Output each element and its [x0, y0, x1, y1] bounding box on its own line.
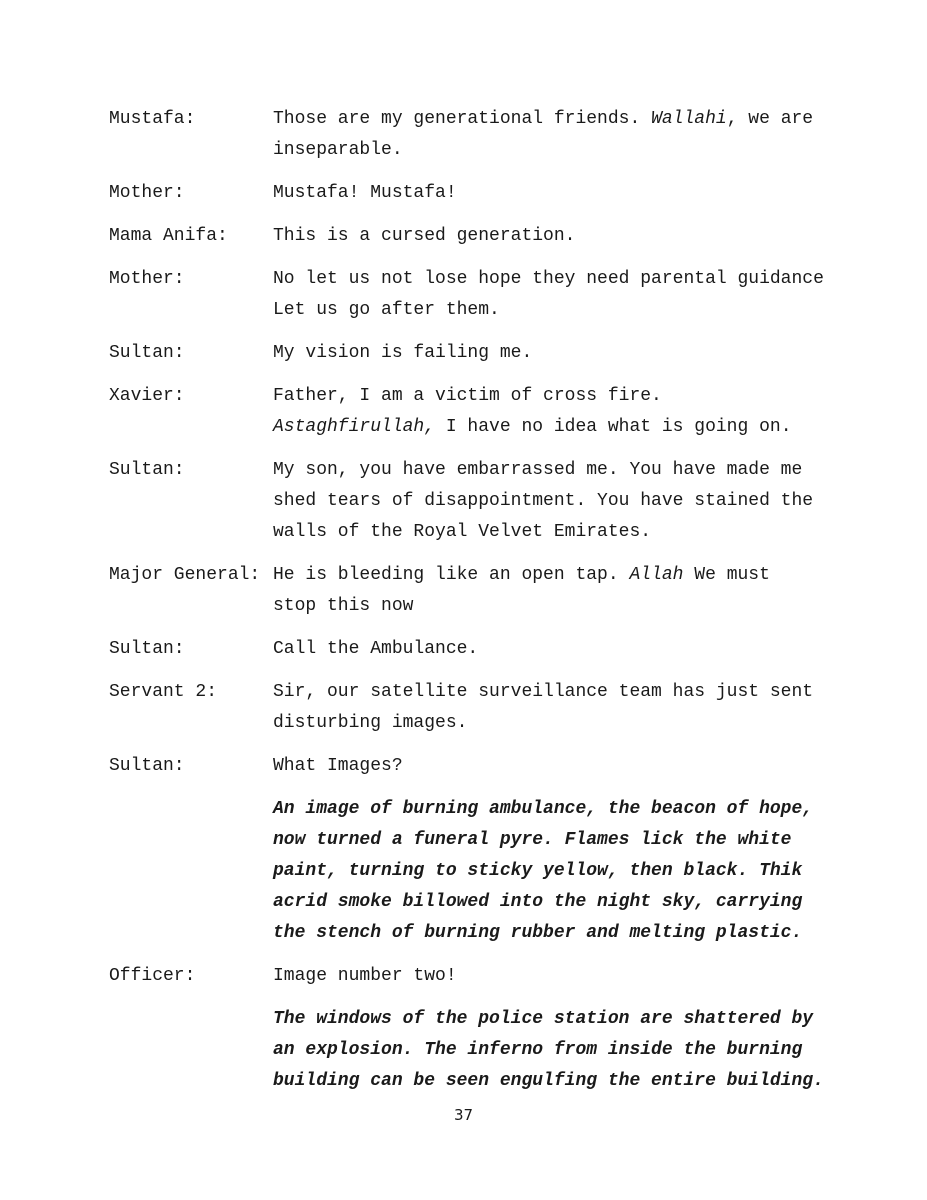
dialogue-segment: , we are [726, 109, 814, 129]
stage-direction-line: paint, turning to sticky yellow, then black. Thik [273, 861, 803, 881]
dialogue-text [273, 560, 829, 622]
dialogue-line [273, 486, 829, 517]
dialogue-line [273, 104, 829, 135]
italic-phrase: Allah [629, 565, 684, 585]
italic-phrase: Astaghfirullah, [273, 417, 436, 437]
stage-direction-line: The windows of the police station are shattered by [273, 1009, 814, 1029]
dialogue-text [273, 381, 829, 443]
dialogue-text [273, 178, 829, 209]
speaker-name: Mama Anifa: [109, 226, 228, 246]
dialogue-segment: shed tears of disappointment. You have stained the [273, 491, 814, 511]
dialogue-segment: Father, I am a victim of cross fire. [273, 386, 662, 406]
stage-direction-line: the stench of burning rubber and melting plastic. [273, 923, 803, 943]
stage-direction-line: building can be seen engulfing the entire building. [273, 1071, 824, 1091]
speaker-name: Sultan: [109, 460, 185, 480]
dialogue-line [273, 412, 829, 443]
dialogue-text [273, 264, 829, 326]
stage-direction-line: now turned a funeral pyre. Flames lick the white [273, 830, 792, 850]
dialogue-segment: What Images? [273, 756, 403, 776]
dialogue-entry [109, 264, 829, 326]
stage-direction-line: an explosion. The inferno from inside the burning [273, 1040, 803, 1060]
stage-direction [273, 794, 829, 949]
dialogue-text [273, 455, 829, 548]
dialogue-segment: Mustafa! Mustafa! [273, 183, 457, 203]
dialogue-entry [109, 961, 829, 992]
dialogue-line [273, 178, 829, 209]
dialogue-line [273, 338, 829, 369]
dialogue-entry [109, 455, 829, 548]
speaker-name: Servant 2: [109, 682, 218, 702]
dialogue-segment: This is a cursed generation. [273, 226, 576, 246]
dialogue-entry [109, 221, 829, 252]
dialogue-segment: My vision is failing me. [273, 343, 533, 363]
dialogue-entry [109, 634, 829, 665]
dialogue-line [273, 221, 829, 252]
dialogue-segment: My son, you have embarrassed me. You have made me [273, 460, 803, 480]
stage-direction [273, 1004, 829, 1097]
dialogue-line [273, 961, 829, 992]
dialogue-segment: stop this now [273, 596, 414, 616]
dialogue-text [273, 634, 829, 665]
dialogue-line [273, 517, 829, 548]
dialogue-line [273, 634, 829, 665]
script-body [109, 104, 829, 1109]
stage-direction-line: An image of burning ambulance, the beacon of hope, [273, 799, 814, 819]
dialogue-segment: Those are my generational friends. [273, 109, 652, 129]
speaker-name: Officer: [109, 966, 196, 986]
dialogue-entry [109, 677, 829, 739]
dialogue-text [273, 961, 829, 992]
stage-direction-line: acrid smoke billowed into the night sky, carrying [273, 892, 803, 912]
dialogue-text [273, 221, 829, 252]
speaker-name: Mother: [109, 269, 185, 289]
dialogue-entry [109, 178, 829, 209]
dialogue-line [273, 751, 829, 782]
speaker-name: Xavier: [109, 386, 185, 406]
dialogue-segment: No let us not lose hope they need parental guidance [273, 269, 824, 289]
dialogue-line [273, 708, 829, 739]
speaker-name: Sultan: [109, 639, 185, 659]
dialogue-entry [109, 338, 829, 369]
speaker-name: Mother: [109, 183, 185, 203]
dialogue-line [273, 264, 829, 295]
dialogue-entry [109, 381, 829, 443]
dialogue-segment: Image number two! [273, 966, 457, 986]
speaker-name: Sultan: [109, 756, 185, 776]
dialogue-text [273, 338, 829, 369]
speaker-name: Major General: [109, 565, 261, 585]
dialogue-line [273, 455, 829, 486]
dialogue-segment: disturbing images. [273, 713, 468, 733]
dialogue-entry [109, 751, 829, 782]
speaker-name: Sultan: [109, 343, 185, 363]
dialogue-line [273, 135, 829, 166]
speaker-name: Mustafa: [109, 109, 196, 129]
dialogue-segment: Call the Ambulance. [273, 639, 479, 659]
dialogue-line [273, 591, 829, 622]
dialogue-line [273, 677, 829, 708]
dialogue-segment: I have no idea what is going on. [435, 417, 792, 437]
dialogue-segment: We must [683, 565, 770, 585]
italic-phrase: Wallahi [651, 109, 727, 129]
dialogue-entry [109, 560, 829, 622]
dialogue-entry [109, 104, 829, 166]
dialogue-segment: Let us go after them. [273, 300, 500, 320]
dialogue-text [273, 104, 829, 166]
dialogue-text [273, 751, 829, 782]
dialogue-segment: Sir, our satellite surveillance team has just sent [273, 682, 814, 702]
page-number: 37 [453, 1106, 474, 1124]
dialogue-text [273, 677, 829, 739]
dialogue-line [273, 295, 829, 326]
dialogue-segment: walls of the Royal Velvet Emirates. [273, 522, 652, 542]
dialogue-segment: inseparable. [273, 140, 403, 160]
dialogue-line [273, 381, 829, 412]
dialogue-line [273, 560, 829, 591]
dialogue-segment: He is bleeding like an open tap. [273, 565, 630, 585]
